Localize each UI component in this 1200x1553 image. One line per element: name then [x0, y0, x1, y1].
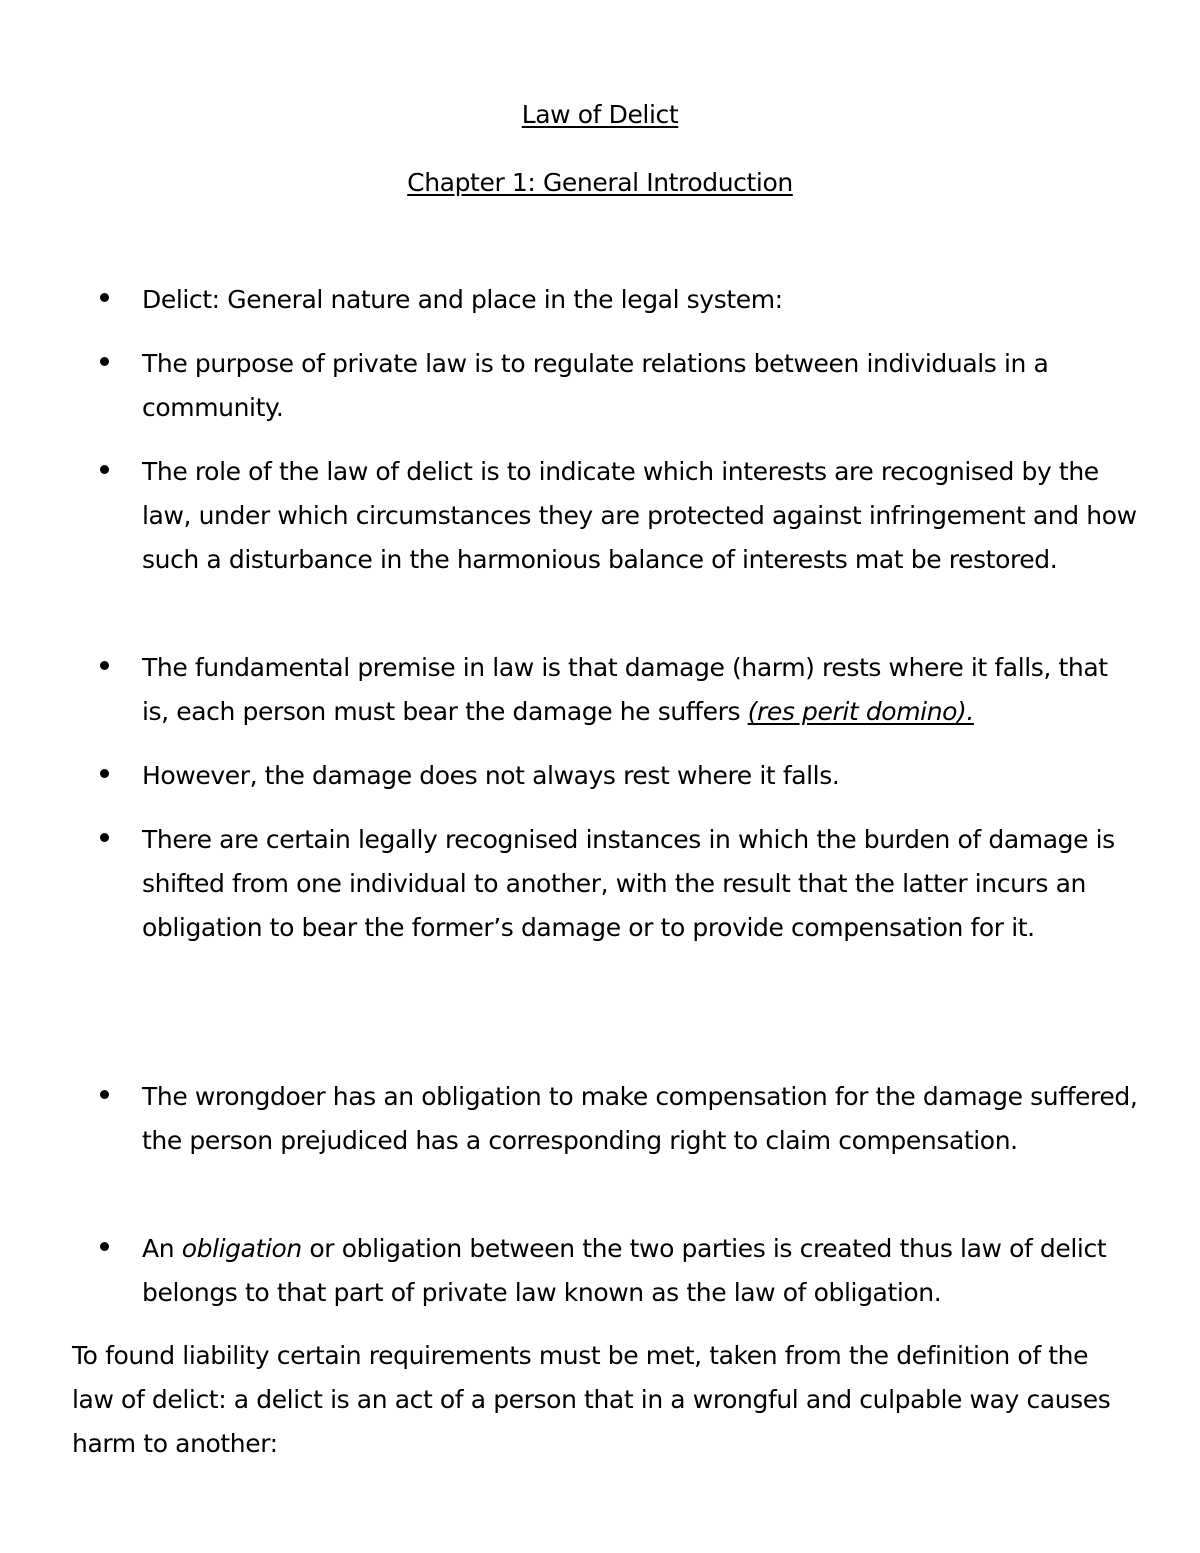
list-item [100, 278, 1140, 322]
chapter-heading: Chapter 1: General Introduction [407, 168, 793, 197]
document-title: Law of Delict [521, 100, 679, 129]
list-item [100, 1075, 1140, 1163]
bullet-icon [100, 465, 109, 474]
bullet-icon [100, 833, 109, 842]
latin-maxim: (res perit domino). [747, 697, 974, 726]
bullet-icon [100, 661, 109, 670]
bullet-icon [100, 293, 109, 302]
list-item-text-main: or obligation between the two parties is created thus law of delict belongs to that part of private law known as the law of obligation. [142, 1234, 1107, 1307]
bullet-icon [100, 769, 109, 778]
list-item-text: The purpose of private law is to regulate relations between individuals in a community. [142, 349, 1049, 422]
list-item-text: There are certain legally recognised instances in which the burden of damage is shifted from one individual to another, with the result that the latter incurs an obligation to bear the former’s damage or to provide compensation for it. [142, 825, 1115, 942]
list-item [100, 342, 1140, 430]
list-item-text: The role of the law of delict is to indicate which interests are recognised by the law, under which circumstances they are protected against infringement and how such a disturbance in the harmonious balance of interests mat be restored. [142, 457, 1137, 574]
bullet-icon [100, 357, 109, 366]
list-item [100, 450, 1140, 582]
list-item-text: Delict: General nature and place in the legal system: [142, 285, 783, 314]
bullet-icon [100, 1090, 109, 1099]
list-item-text [142, 646, 1140, 734]
closing-paragraph: To found liability certain requirements must be met, taken from the definition of the law of delict: a delict is an act of a person that in a wrongful and culpable way causes harm to another: [72, 1341, 1111, 1458]
list-item-text [142, 1227, 1140, 1315]
list-item-text-main: The fundamental premise in law is that damage (harm) rests where it falls, that is, each person must bear the damage he suffers [142, 653, 1108, 726]
list-item [100, 646, 1140, 734]
italic-term: obligation [181, 1234, 302, 1263]
list-item-text: The wrongdoer has an obligation to make compensation for the damage suffered, the person prejudiced has a corresponding right to claim compensation. [142, 1082, 1138, 1155]
list-item [100, 1227, 1140, 1315]
list-item-text: However, the damage does not always rest where it falls. [142, 761, 840, 790]
list-item [100, 818, 1140, 950]
list-item-prefix: An [142, 1234, 182, 1263]
bullet-icon [100, 1242, 109, 1251]
list-item [100, 754, 1140, 798]
